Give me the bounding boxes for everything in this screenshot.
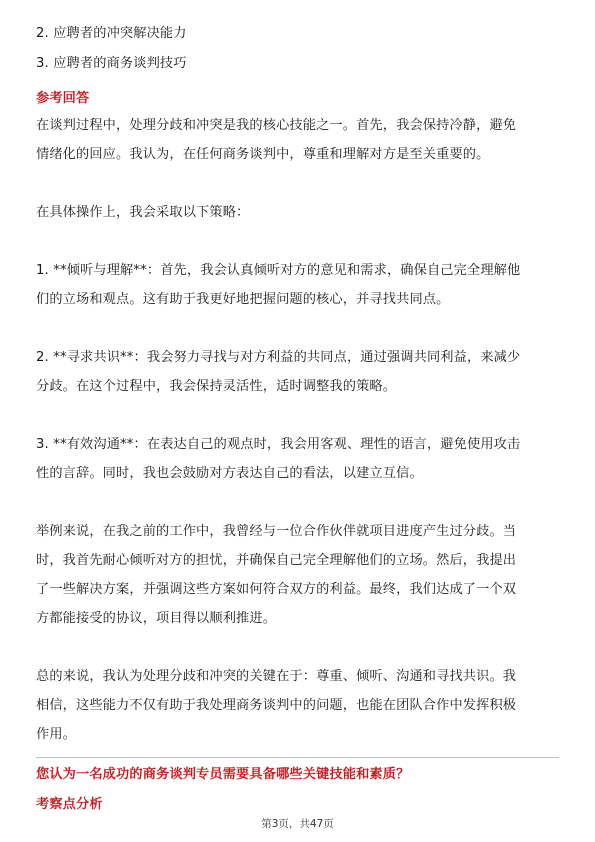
answer-paragraph-line: 在谈判过程中，处理分歧和冲突是我的核心技能之一。首先，我会保持冷静，避免 (36, 118, 517, 133)
answer-paragraph-line: 分歧。在这个过程中，我会保持灵活性，适时调整我的策略。 (36, 379, 397, 394)
answer-paragraph-line: 1. **倾听与理解**：首先，我会认真倾听对方的意见和需求，确保自己完全理解他 (36, 263, 521, 278)
section-divider (36, 757, 559, 758)
page-footer: 第3页，共47页 (261, 818, 334, 830)
answer-paragraph-line: 时，我首先耐心倾听对方的担忧，并确保自己完全理解他们的立场。然后，我提出 (36, 553, 517, 568)
answer-paragraph-line: 性的言辞。同时，我也会鼓励对方表达自己的看法，以建立互信。 (36, 466, 423, 481)
list-item-3: 3. 应聘者的商务谈判技巧 (36, 56, 187, 71)
answer-paragraph-line: 相信，这些能力不仅有助于我处理商务谈判中的问题，也能在团队合作中发挥积极 (36, 698, 517, 713)
answer-paragraph-line: 举例来说，在我之前的工作中，我曾经与一位合作伙伴就项目进度产生过分歧。当 (36, 524, 517, 539)
answer-paragraph-line: 作用。 (36, 727, 77, 742)
analysis-heading: 考察点分析 (36, 797, 103, 812)
list-item-2: 2. 应聘者的冲突解决能力 (36, 26, 187, 41)
answer-paragraph-line: 情绪化的回应。我认为，在任何商务谈判中，尊重和理解对方是至关重要的。 (36, 147, 490, 162)
answer-paragraph-line: 在具体操作上，我会采取以下策略： (36, 205, 250, 220)
answer-paragraph-line: 了一些解决方案，并强调这些方案如何符合双方的利益。最终，我们达成了一个双 (36, 582, 517, 597)
answer-paragraph-line: 们的立场和观点。这有助于我更好地把握问题的核心，并寻找共同点。 (36, 292, 450, 307)
next-question-heading: 您认为一名成功的商务谈判专员需要具备哪些关键技能和素质？ (36, 767, 410, 782)
answer-paragraph-line: 3. **有效沟通**：在表达自己的观点时，我会用客观、理性的语言，避免使用攻击 (36, 437, 521, 452)
reference-answer-heading: 参考回答 (36, 91, 90, 106)
answer-paragraph-line: 方都能接受的协议，项目得以顺利推进。 (36, 611, 277, 626)
answer-paragraph-line: 2. **寻求共识**：我会努力寻找与对方利益的共同点，通过强调共同利益，来减少 (36, 350, 521, 365)
answer-paragraph-line: 总的来说，我认为处理分歧和冲突的关键在于：尊重、倾听、沟通和寻找共识。我 (36, 669, 517, 684)
